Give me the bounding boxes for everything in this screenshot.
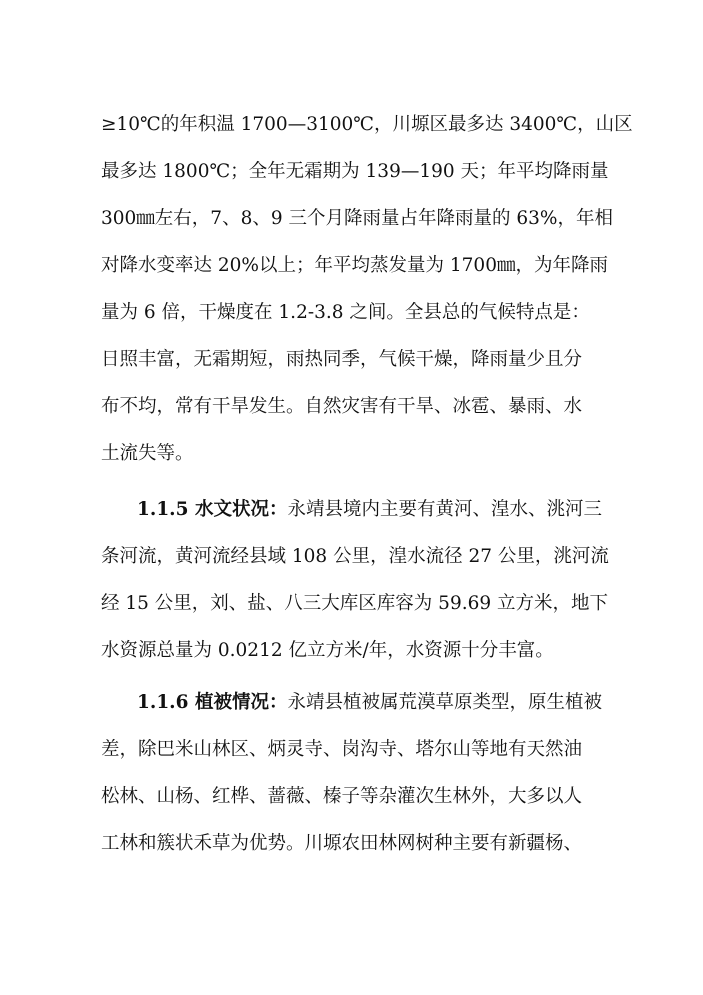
- section-1-1-5-first-line-text: 永靖县境内主要有黄河、湟水、洮河三: [287, 499, 602, 520]
- paragraph-1-line-7: 布不均，常有干旱发生。自然灾害有干旱、冰雹、暴雨、水: [101, 396, 583, 417]
- paragraph-1-line-4: 对降水变率达 20%以上；年平均蒸发量为 1700㎜，为年降雨: [101, 255, 608, 276]
- section-1-1-5-line-3: 经 15 公里，刘、盐、八三大库区库容为 59.69 立方米，地下: [101, 593, 609, 614]
- paragraph-1-line-6: 日照丰富，无霜期短，雨热同季，气候干燥，降雨量少且分: [101, 349, 583, 370]
- section-1-1-5-heading: 1.1.5 水文状况：: [137, 499, 288, 520]
- section-1-1-6-line-4: 工林和簇状禾草为优势。川塬农田林网树种主要有新疆杨、: [101, 833, 583, 854]
- paragraph-1-line-3: 300㎜左右，7、8、9 三个月降雨量占年降雨量的 63%，年相: [101, 208, 614, 229]
- paragraph-1-line-5: 量为 6 倍，干燥度在 1.2-3.8 之间。全县总的气候特点是：: [101, 302, 590, 323]
- section-1-1-6-heading: 1.1.6 植被情况：: [137, 692, 288, 713]
- paragraph-1-line-1: ≥10℃的年积温 1700—3100℃，川塬区最多达 3400℃，山区: [101, 114, 633, 135]
- paragraph-1-line-2: 最多达 1800℃；全年无霜期为 139—190 天；年平均降雨量: [101, 161, 609, 182]
- section-1-1-5-first-line: [137, 493, 602, 527]
- section-1-1-5-line-4: 水资源总量为 0.0212 亿立方米/年，水资源十分丰富。: [101, 640, 554, 661]
- section-1-1-6-first-line: [137, 686, 602, 720]
- section-1-1-5-line-2: 条河流，黄河流经县域 108 公里，湟水流径 27 公里，洮河流: [101, 546, 609, 567]
- section-1-1-6-line-2: 差，除巴米山林区、炳灵寺、岗沟寺、塔尔山等地有天然油: [101, 739, 583, 760]
- section-1-1-6-line-3: 松林、山杨、红桦、蔷薇、榛子等杂灌次生林外，大多以人: [101, 786, 583, 807]
- paragraph-1-line-8: 土流失等。: [101, 443, 194, 464]
- section-1-1-6-first-line-text: 永靖县植被属荒漠草原类型，原生植被: [287, 692, 602, 713]
